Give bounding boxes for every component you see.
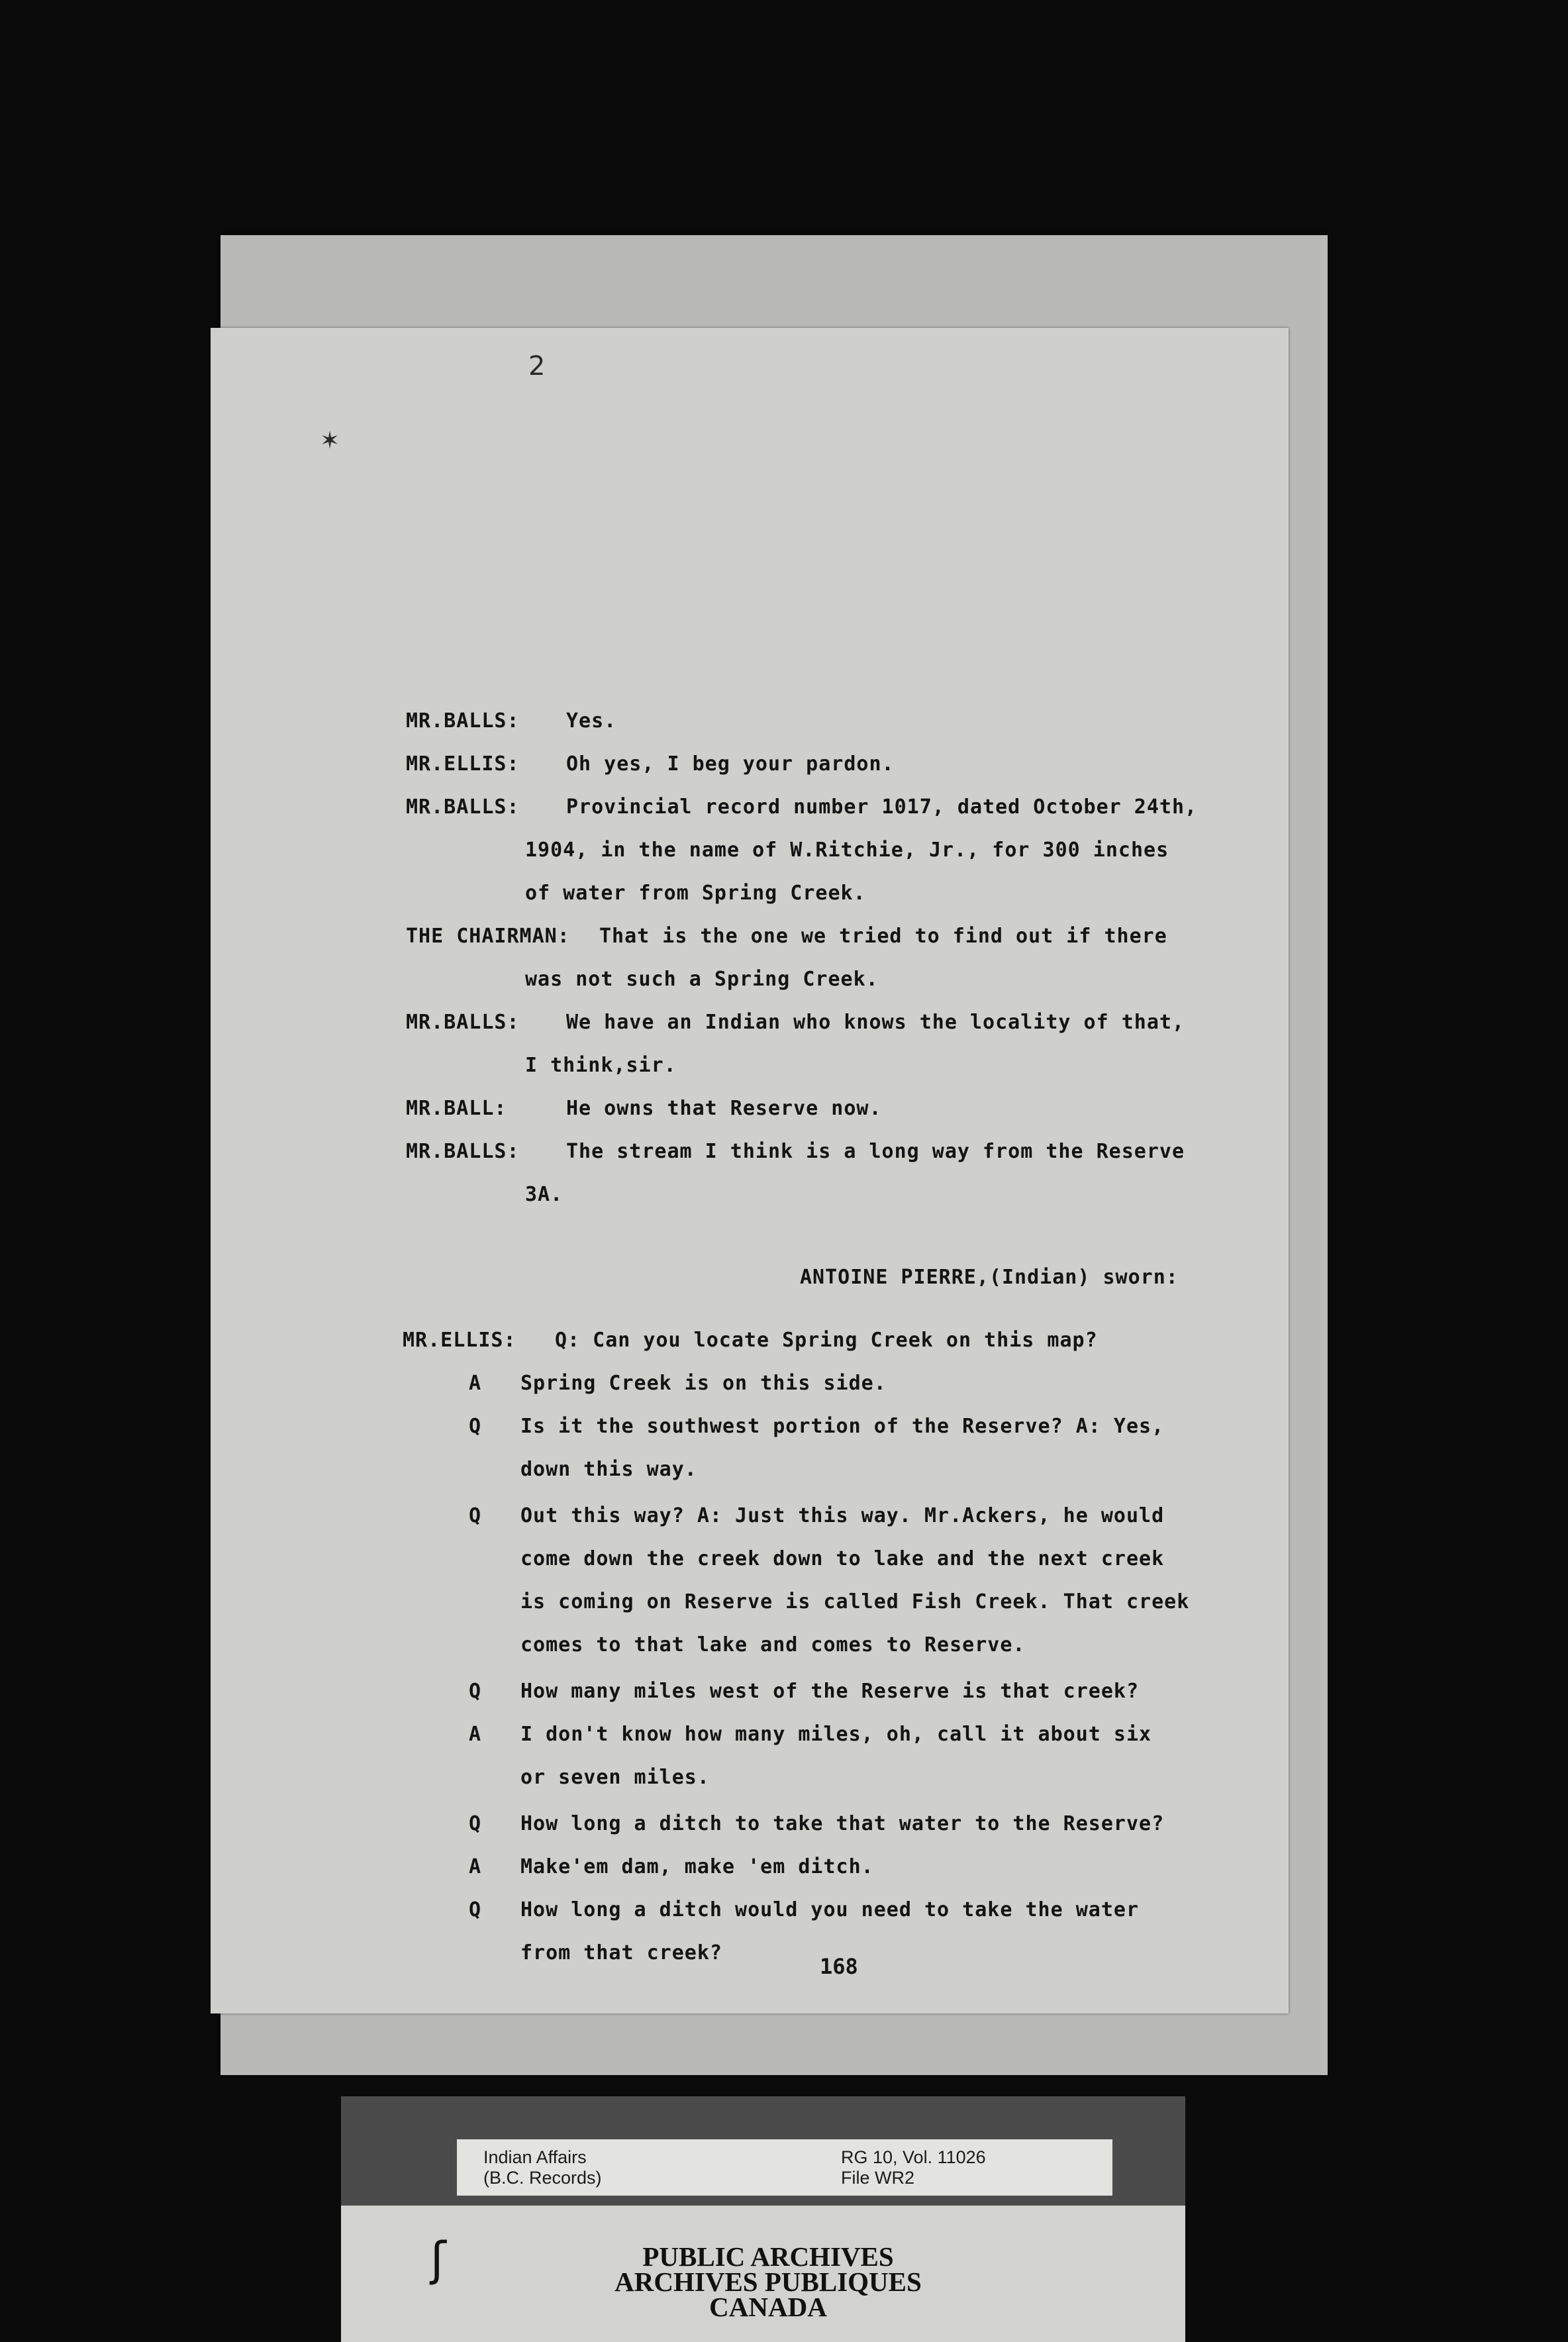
line-text: We have an Indian who knows the locality of that, [566,1011,1185,1034]
document-page [211,328,1289,2013]
qa-letter: A [469,1855,482,1878]
line-text: ANTOINE PIERRE,(Indian) sworn: [800,1266,1179,1289]
speaker-label: MR.ELLIS: [403,1329,516,1352]
line-text: is coming on Reserve is called Fish Creek. That creek [520,1590,1190,1613]
label-reference-line-2: File WR2 [841,2168,915,2188]
speaker-label: MR.BALLS: [406,1011,520,1034]
qa-letter: A [469,1372,482,1395]
line-text: of water from Spring Creek. [525,882,866,905]
speaker-label: MR.BALL: [406,1097,507,1120]
archive-reference-label [457,2139,1112,2196]
ink-blot-icon: ✶ [320,427,340,454]
qa-letter: Q [469,1504,482,1527]
speaker-label: MR.ELLIS: [406,752,520,776]
line-text: comes to that lake and comes to Reserve. [520,1633,1026,1656]
line-text: from that creek? [520,1941,722,1964]
qa-letter: Q [469,1415,482,1438]
stamp-line-1: PUBLIC ARCHIVES [642,2241,894,2272]
line-text: Yes. [566,709,617,733]
handwritten-page-mark: 2 [528,351,546,382]
line-text: I don't know how many miles, oh, call it about six [520,1723,1152,1746]
qa-letter: Q [469,1812,482,1835]
line-text: How long a ditch would you need to take the water [520,1898,1140,1921]
speaker-label: MR.BALLS: [406,1140,520,1163]
line-text: Spring Creek is on this side. [520,1372,887,1395]
line-text: down this way. [520,1458,697,1481]
line-text: was not such a Spring Creek. [525,968,879,991]
label-reference-line-1: RG 10, Vol. 11026 [841,2147,986,2167]
paper-clip-icon: ʃ [430,2232,446,2286]
stamp-line-2: ARCHIVES PUBLIQUES [614,2266,922,2297]
label-collection-line-1: Indian Affairs [483,2147,587,2167]
archive-stamp [341,2206,1185,2342]
line-text: Out this way? A: Just this way. Mr.Ackers, he would [520,1504,1165,1527]
stamp-line-3: CANADA [709,2292,827,2322]
line-text: Oh yes, I beg your pardon. [566,752,895,776]
line-text: 1904, in the name of W.Ritchie, Jr., for 300 inches [525,839,1169,862]
line-text: 3A. [525,1183,564,1206]
line-text: How many miles west of the Reserve is that creek? [520,1680,1140,1703]
line-text: He owns that Reserve now. [566,1097,882,1120]
speaker-label: MR.BALLS: [406,709,520,733]
qa-letter: Q [469,1898,482,1921]
line-text: I think,sir. [525,1054,677,1077]
page-number: 168 [820,1954,858,1979]
stamp-text [540,2241,997,2322]
line-text: Is it the southwest portion of the Reserve? A: Yes, [520,1415,1165,1438]
line-text: Q: Can you locate Spring Creek on this map? [555,1329,1098,1352]
line-text: How long a ditch to take that water to the Reserve? [520,1812,1165,1835]
line-text: Provincial record number 1017, dated October 24th, [566,795,1198,819]
line-text: or seven miles. [520,1766,710,1789]
line-text: come down the creek down to lake and the next creek [520,1547,1165,1570]
line-text: That is the one we tried to find out if there [599,925,1167,948]
qa-letter: Q [469,1680,482,1703]
line-text: The stream I think is a long way from the Reserve [566,1140,1185,1163]
speaker-label: MR.BALLS: [406,795,520,819]
line-text: Make'em dam, make 'em ditch. [520,1855,874,1878]
speaker-label: THE CHAIRMAN: [406,925,570,948]
qa-letter: A [469,1723,482,1746]
label-collection-line-2: (B.C. Records) [483,2168,602,2188]
